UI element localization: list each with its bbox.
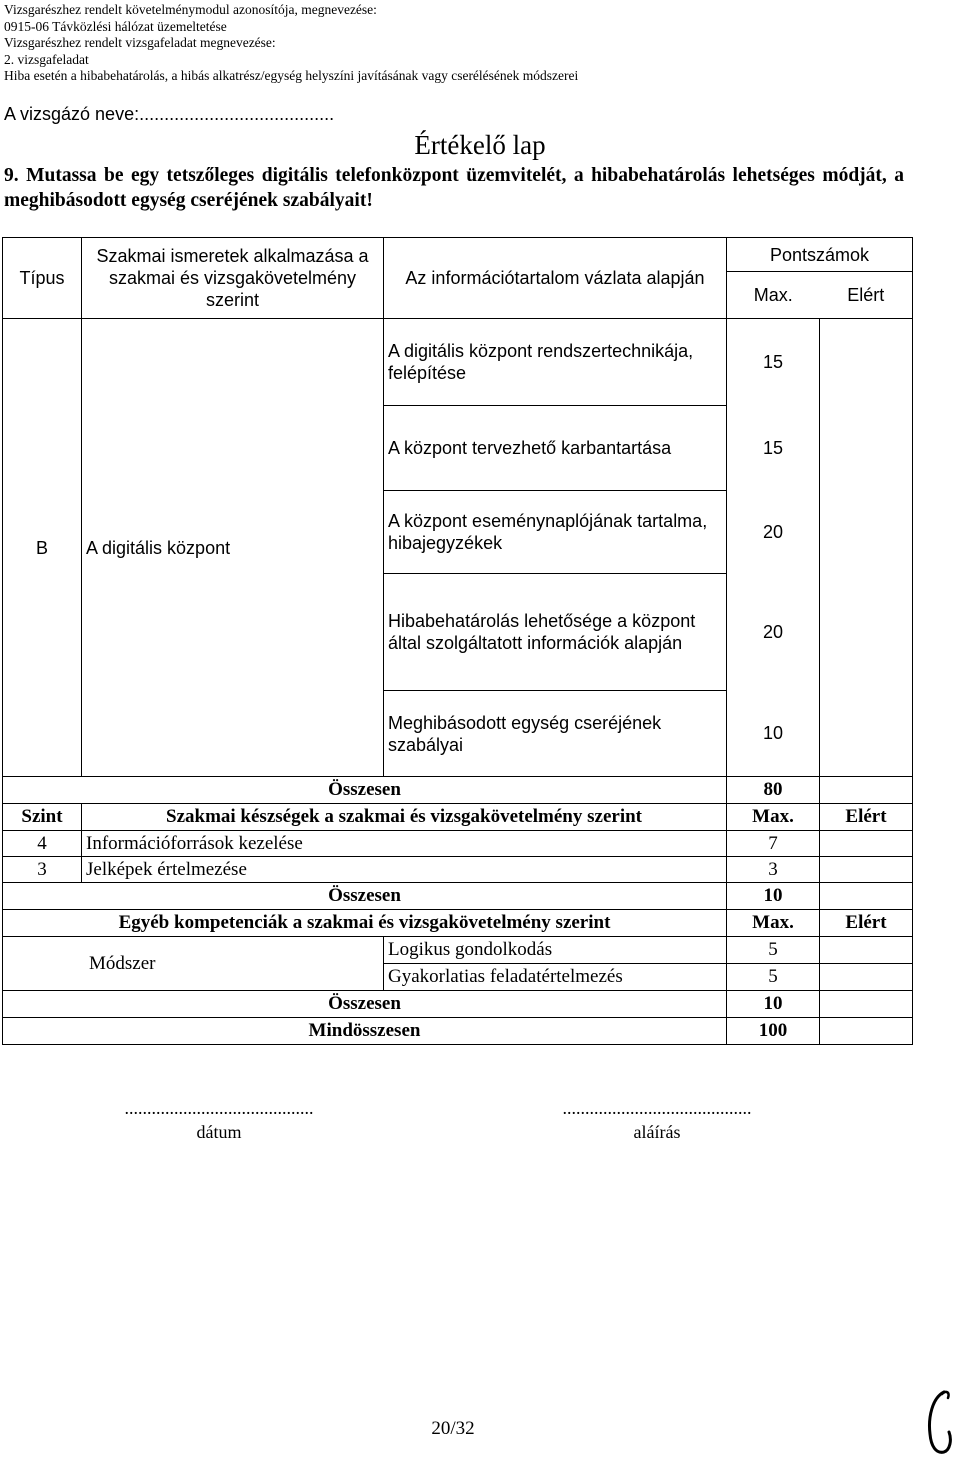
date-dots: .......................................... bbox=[124, 1098, 314, 1118]
method-2-name: Gyakorlatias feladatértelmezés bbox=[384, 964, 727, 991]
max-row-1[interactable]: 15 bbox=[727, 319, 820, 406]
signature-dots: .......................................... bbox=[562, 1098, 752, 1118]
content-row-5: Meghibásodott egység cseréjének szabályai bbox=[384, 691, 727, 777]
skills-level-header: Szint bbox=[3, 804, 82, 831]
other-max-header: Max. bbox=[727, 910, 820, 937]
content-row-3: A központ eseménynaplójának tartalma, hibajegyzékek bbox=[384, 491, 727, 574]
skill-2-level: 3 bbox=[3, 857, 82, 883]
skill-2-max: 3 bbox=[727, 857, 820, 883]
page-number: 20/32 bbox=[431, 1418, 475, 1439]
header-content: Az információtartalom vázlata alapján bbox=[384, 238, 727, 319]
subtotal-1-value: 80 bbox=[727, 777, 820, 804]
skill-1-achieved[interactable] bbox=[820, 831, 913, 857]
skill-1-level: 4 bbox=[3, 831, 82, 857]
other-header: Egyéb kompetenciák a szakmai és vizsgakövetelmény szerint bbox=[3, 910, 727, 937]
skill-2-achieved[interactable] bbox=[820, 857, 913, 883]
header-achieved: Elért bbox=[820, 272, 913, 319]
subtotal-1-achieved[interactable] bbox=[820, 777, 913, 804]
date-label: dátum bbox=[196, 1122, 242, 1142]
type-value: B bbox=[3, 319, 82, 777]
max-row-3[interactable]: 20 bbox=[727, 491, 820, 574]
skills-max-header: Max. bbox=[727, 804, 820, 831]
skill-1-max: 7 bbox=[727, 831, 820, 857]
skills-achieved-header: Elért bbox=[820, 804, 913, 831]
skill-1-name: Információforrások kezelése bbox=[82, 831, 727, 857]
header-line-task-label: Vizsgarészhez rendelt vizsgafeladat megnevezése: bbox=[4, 35, 276, 50]
method-1-name: Logikus gondolkodás bbox=[384, 937, 727, 964]
method-label: Módszer bbox=[3, 937, 384, 991]
skill-2-name: Jelképek értelmezése bbox=[82, 857, 727, 883]
header-points: Pontszámok bbox=[727, 238, 913, 272]
subtotal-3-achieved[interactable] bbox=[820, 991, 913, 1018]
document-header bbox=[4, 2, 578, 85]
grand-total-label: Mindösszesen bbox=[3, 1018, 727, 1045]
header-type: Típus bbox=[3, 238, 82, 319]
evaluation-table bbox=[2, 237, 913, 1045]
method-2-achieved[interactable] bbox=[820, 964, 913, 991]
max-row-5[interactable]: 10 bbox=[727, 691, 820, 777]
content-row-2: A központ tervezhető karbantartása bbox=[384, 406, 727, 491]
skills-header: Szakmai készségek a szakmai és vizsgakövetelmény szerint bbox=[82, 804, 727, 831]
header-line-module-name: 0915-06 Távközlési hálózat üzemeltetése bbox=[4, 18, 227, 34]
subtotal-3-value: 10 bbox=[727, 991, 820, 1018]
method-1-achieved[interactable] bbox=[820, 937, 913, 964]
achieved-column[interactable] bbox=[820, 319, 913, 777]
content-row-1: A digitális központ rendszertechnikája, felépítése bbox=[384, 319, 727, 406]
method-2-max: 5 bbox=[727, 964, 820, 991]
knowledge-value: A digitális központ bbox=[82, 319, 384, 777]
header-line-task-number: 2. vizsgafeladat bbox=[4, 51, 89, 67]
header-line-module-label: Vizsgarészhez rendelt követelménymodul azonosítója, megnevezése: bbox=[4, 2, 377, 17]
candidate-name-field: A vizsgázó neve:....................................... bbox=[4, 104, 335, 124]
subtotal-3-label: Összesen bbox=[3, 991, 727, 1018]
subtotal-2-label: Összesen bbox=[3, 883, 727, 910]
method-1-max: 5 bbox=[727, 937, 820, 964]
max-row-2[interactable]: 15 bbox=[727, 406, 820, 491]
date-signature-block bbox=[88, 1098, 350, 1143]
header-max: Max. bbox=[727, 272, 820, 319]
subtotal-2-value: 10 bbox=[727, 883, 820, 910]
grand-total-value: 100 bbox=[727, 1018, 820, 1045]
grand-total-achieved[interactable] bbox=[820, 1018, 913, 1045]
header-knowledge: Szakmai ismeretek alkalmazása a szakmai és vizsgakövetelmény szerint bbox=[82, 238, 384, 319]
other-achieved-header: Elért bbox=[820, 910, 913, 937]
task-statement: 9. Mutassa be egy tetszőleges digitális telefonközpont üzemvitelét, a hibabehatárolás lehetséges módját, a meghibásodott egység cseréjének szabályait! bbox=[4, 165, 904, 211]
subtotal-2-achieved[interactable] bbox=[820, 883, 913, 910]
max-row-4[interactable]: 20 bbox=[727, 574, 820, 691]
content-row-4: Hibabehatárolás lehetősége a központ által szolgáltatott információk alapján bbox=[384, 574, 727, 691]
signature-label: aláírás bbox=[633, 1122, 681, 1142]
subtotal-1-label: Összesen bbox=[3, 777, 727, 804]
signature-block bbox=[526, 1098, 788, 1143]
page-title: Értékelő lap bbox=[414, 130, 546, 160]
header-line-task-name: Hiba esetén a hibabehatárolás, a hibás alkatrész/egység helyszíni javításának vagy cserélésének módszerei bbox=[4, 68, 579, 83]
handwritten-mark-icon bbox=[922, 1388, 956, 1458]
